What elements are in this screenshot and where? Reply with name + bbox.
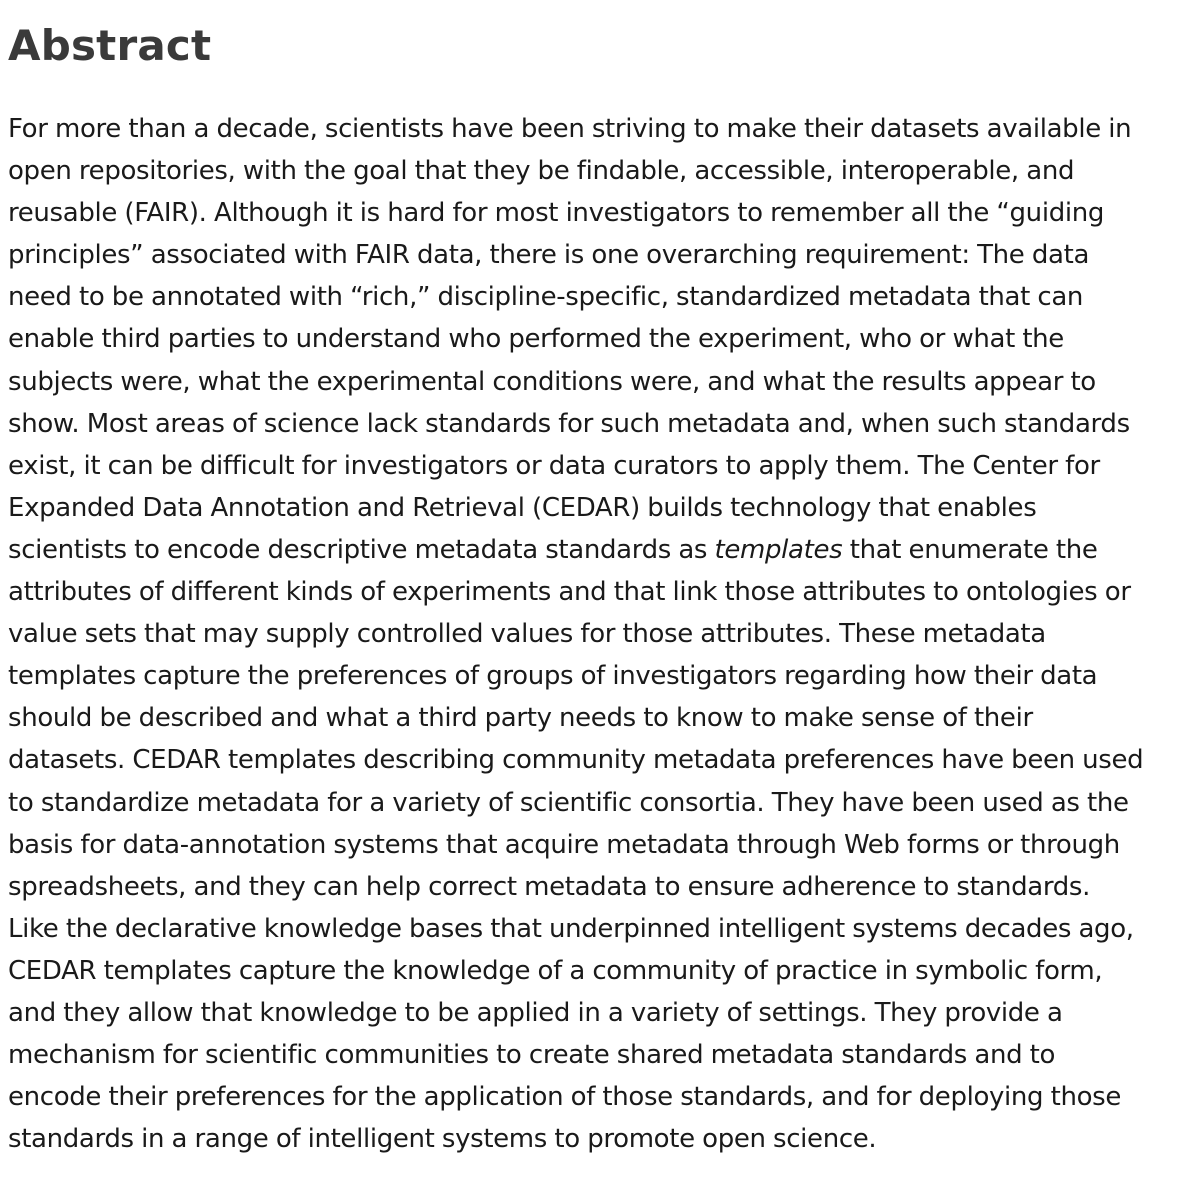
abstract-line: Expanded Data Annotation and Retrieval (CEDAR) builds technology that enables <box>8 492 1037 523</box>
abstract-line: open repositories, with the goal that they be findable, accessible, interoperable, and <box>8 156 1075 187</box>
abstract-line: encode their preferences for the application of those standards, and for deploying those <box>8 1082 1122 1113</box>
abstract-line: reusable (FAIR). Although it is hard for most investigators to remember all the “guiding <box>8 198 1104 229</box>
abstract-line: standards in a range of intelligent systems to promote open science. <box>8 1124 877 1155</box>
abstract-line: templates capture the preferences of groups of investigators regarding how their data <box>8 661 1098 692</box>
abstract-line: attributes of different kinds of experiments and that link those attributes to ontologies or <box>8 577 1131 608</box>
abstract-line <box>8 529 1192 571</box>
abstract-line: principles” associated with FAIR data, there is one overarching requirement: The data <box>8 240 1090 271</box>
abstract-line: exist, it can be difficult for investigators or data curators to apply them. The Center for <box>8 450 1100 481</box>
abstract-line: CEDAR templates capture the knowledge of a community of practice in symbolic form, <box>8 955 1103 986</box>
abstract-line: Like the declarative knowledge bases that underpinned intelligent systems decades ago, <box>8 913 1134 944</box>
abstract-line: show. Most areas of science lack standards for such metadata and, when such standards <box>8 408 1130 439</box>
abstract-text-segment: that enumerate the <box>842 534 1098 565</box>
templates-emphasis: templates <box>714 534 843 565</box>
abstract-line: datasets. CEDAR templates describing community metadata preferences have been used <box>8 745 1144 776</box>
abstract-line: value sets that may supply controlled values for those attributes. These metadata <box>8 619 1046 650</box>
abstract-line: and they allow that knowledge to be applied in a variety of settings. They provide a <box>8 997 1063 1028</box>
abstract-line: mechanism for scientific communities to create shared metadata standards and to <box>8 1040 1056 1071</box>
abstract-line: subjects were, what the experimental conditions were, and what the results appear to <box>8 366 1096 397</box>
abstract-line: to standardize metadata for a variety of scientific consortia. They have been used as the <box>8 787 1129 818</box>
abstract-body <box>8 108 1192 1160</box>
abstract-line: enable third parties to understand who performed the experiment, who or what the <box>8 324 1064 355</box>
abstract-line: basis for data-annotation systems that acquire metadata through Web forms or through <box>8 829 1120 860</box>
abstract-text-segment: scientists to encode descriptive metadata standards as <box>8 534 715 565</box>
abstract-line: should be described and what a third party needs to know to make sense of their <box>8 703 1033 734</box>
abstract-line: need to be annotated with “rich,” discipline-specific, standardized metadata that can <box>8 282 1084 313</box>
abstract-line: For more than a decade, scientists have been striving to make their datasets available in <box>8 114 1132 144</box>
abstract-heading: Abstract <box>8 21 212 70</box>
abstract-line: spreadsheets, and they can help correct metadata to ensure adherence to standards. <box>8 871 1091 902</box>
